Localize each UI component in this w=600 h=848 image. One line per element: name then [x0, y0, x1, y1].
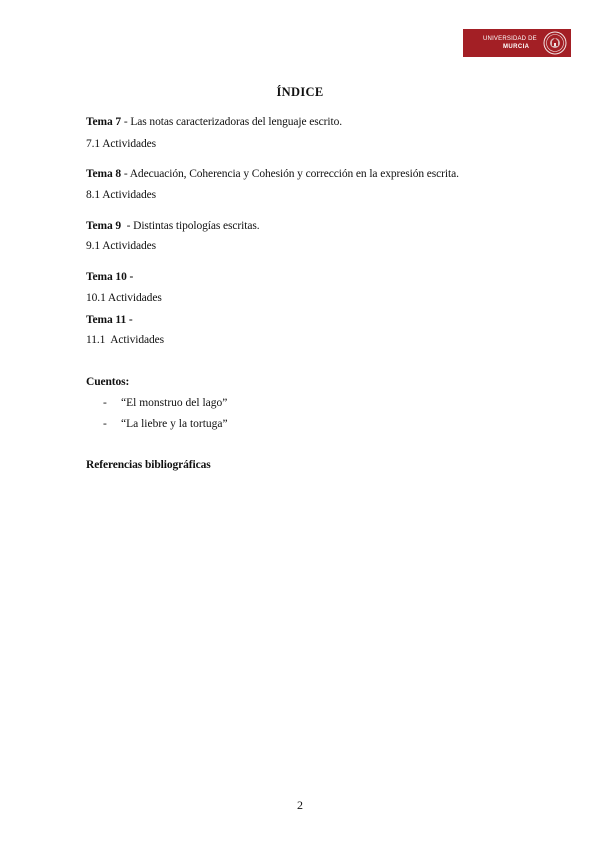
toc-entry-tema-9 [86, 220, 260, 232]
university-seal-icon [543, 31, 567, 55]
list-item: “El monstruo del lago” [121, 397, 228, 409]
page-title: ÍNDICE [276, 85, 324, 99]
toc-entry-10-1 [86, 292, 162, 304]
toc-entry-tema-11 [86, 314, 133, 326]
logo-text [463, 35, 541, 51]
toc-entry-tema-7 [86, 116, 342, 128]
list-item: “La liebre y la tortuga” [121, 418, 228, 430]
page-number: 2 [297, 798, 303, 812]
toc-entry-text: - Adecuación, Coherencia y Cohesión y corrección en la expresión escrita. [121, 168, 459, 180]
toc-entry-label: Tema 8 [86, 168, 122, 180]
toc-entry-tema-10 [86, 271, 133, 283]
toc-entry-8-1 [86, 189, 156, 201]
toc-entry-text: - Las notas caracterizadoras del lenguaje escrito. [121, 116, 343, 128]
list-bullet: - [103, 418, 107, 430]
toc-entry-text: 8.1 Actividades [86, 189, 157, 201]
list-bullet: - [103, 397, 107, 409]
toc-entry-label: Tema 9 [86, 220, 122, 232]
toc-entry-text: 9.1 Actividades [86, 240, 157, 252]
cuentos-heading: Cuentos: [86, 376, 130, 388]
logo-line-1: UNIVERSIDAD DE [483, 36, 537, 42]
toc-entry-11-1 [86, 334, 164, 346]
toc-entry-label: Tema 7 [86, 116, 122, 128]
university-logo [463, 29, 571, 57]
toc-entry-label: Tema 10 - [86, 271, 134, 283]
toc-entry-text: 11.1 Actividades [86, 334, 165, 346]
toc-entry-9-1 [86, 240, 156, 252]
toc-entry-text: 10.1 Actividades [86, 292, 162, 304]
logo-line-2: MURCIA [503, 44, 530, 50]
toc-entry-tema-8 [86, 168, 459, 180]
toc-entry-7-1 [86, 138, 156, 150]
toc-entry-label: Tema 11 - [86, 314, 133, 326]
references-heading: Referencias bibliográficas [86, 459, 211, 471]
toc-entry-text: 7.1 Actividades [86, 138, 157, 150]
toc-entry-text: - Distintas tipologías escritas. [121, 220, 260, 232]
